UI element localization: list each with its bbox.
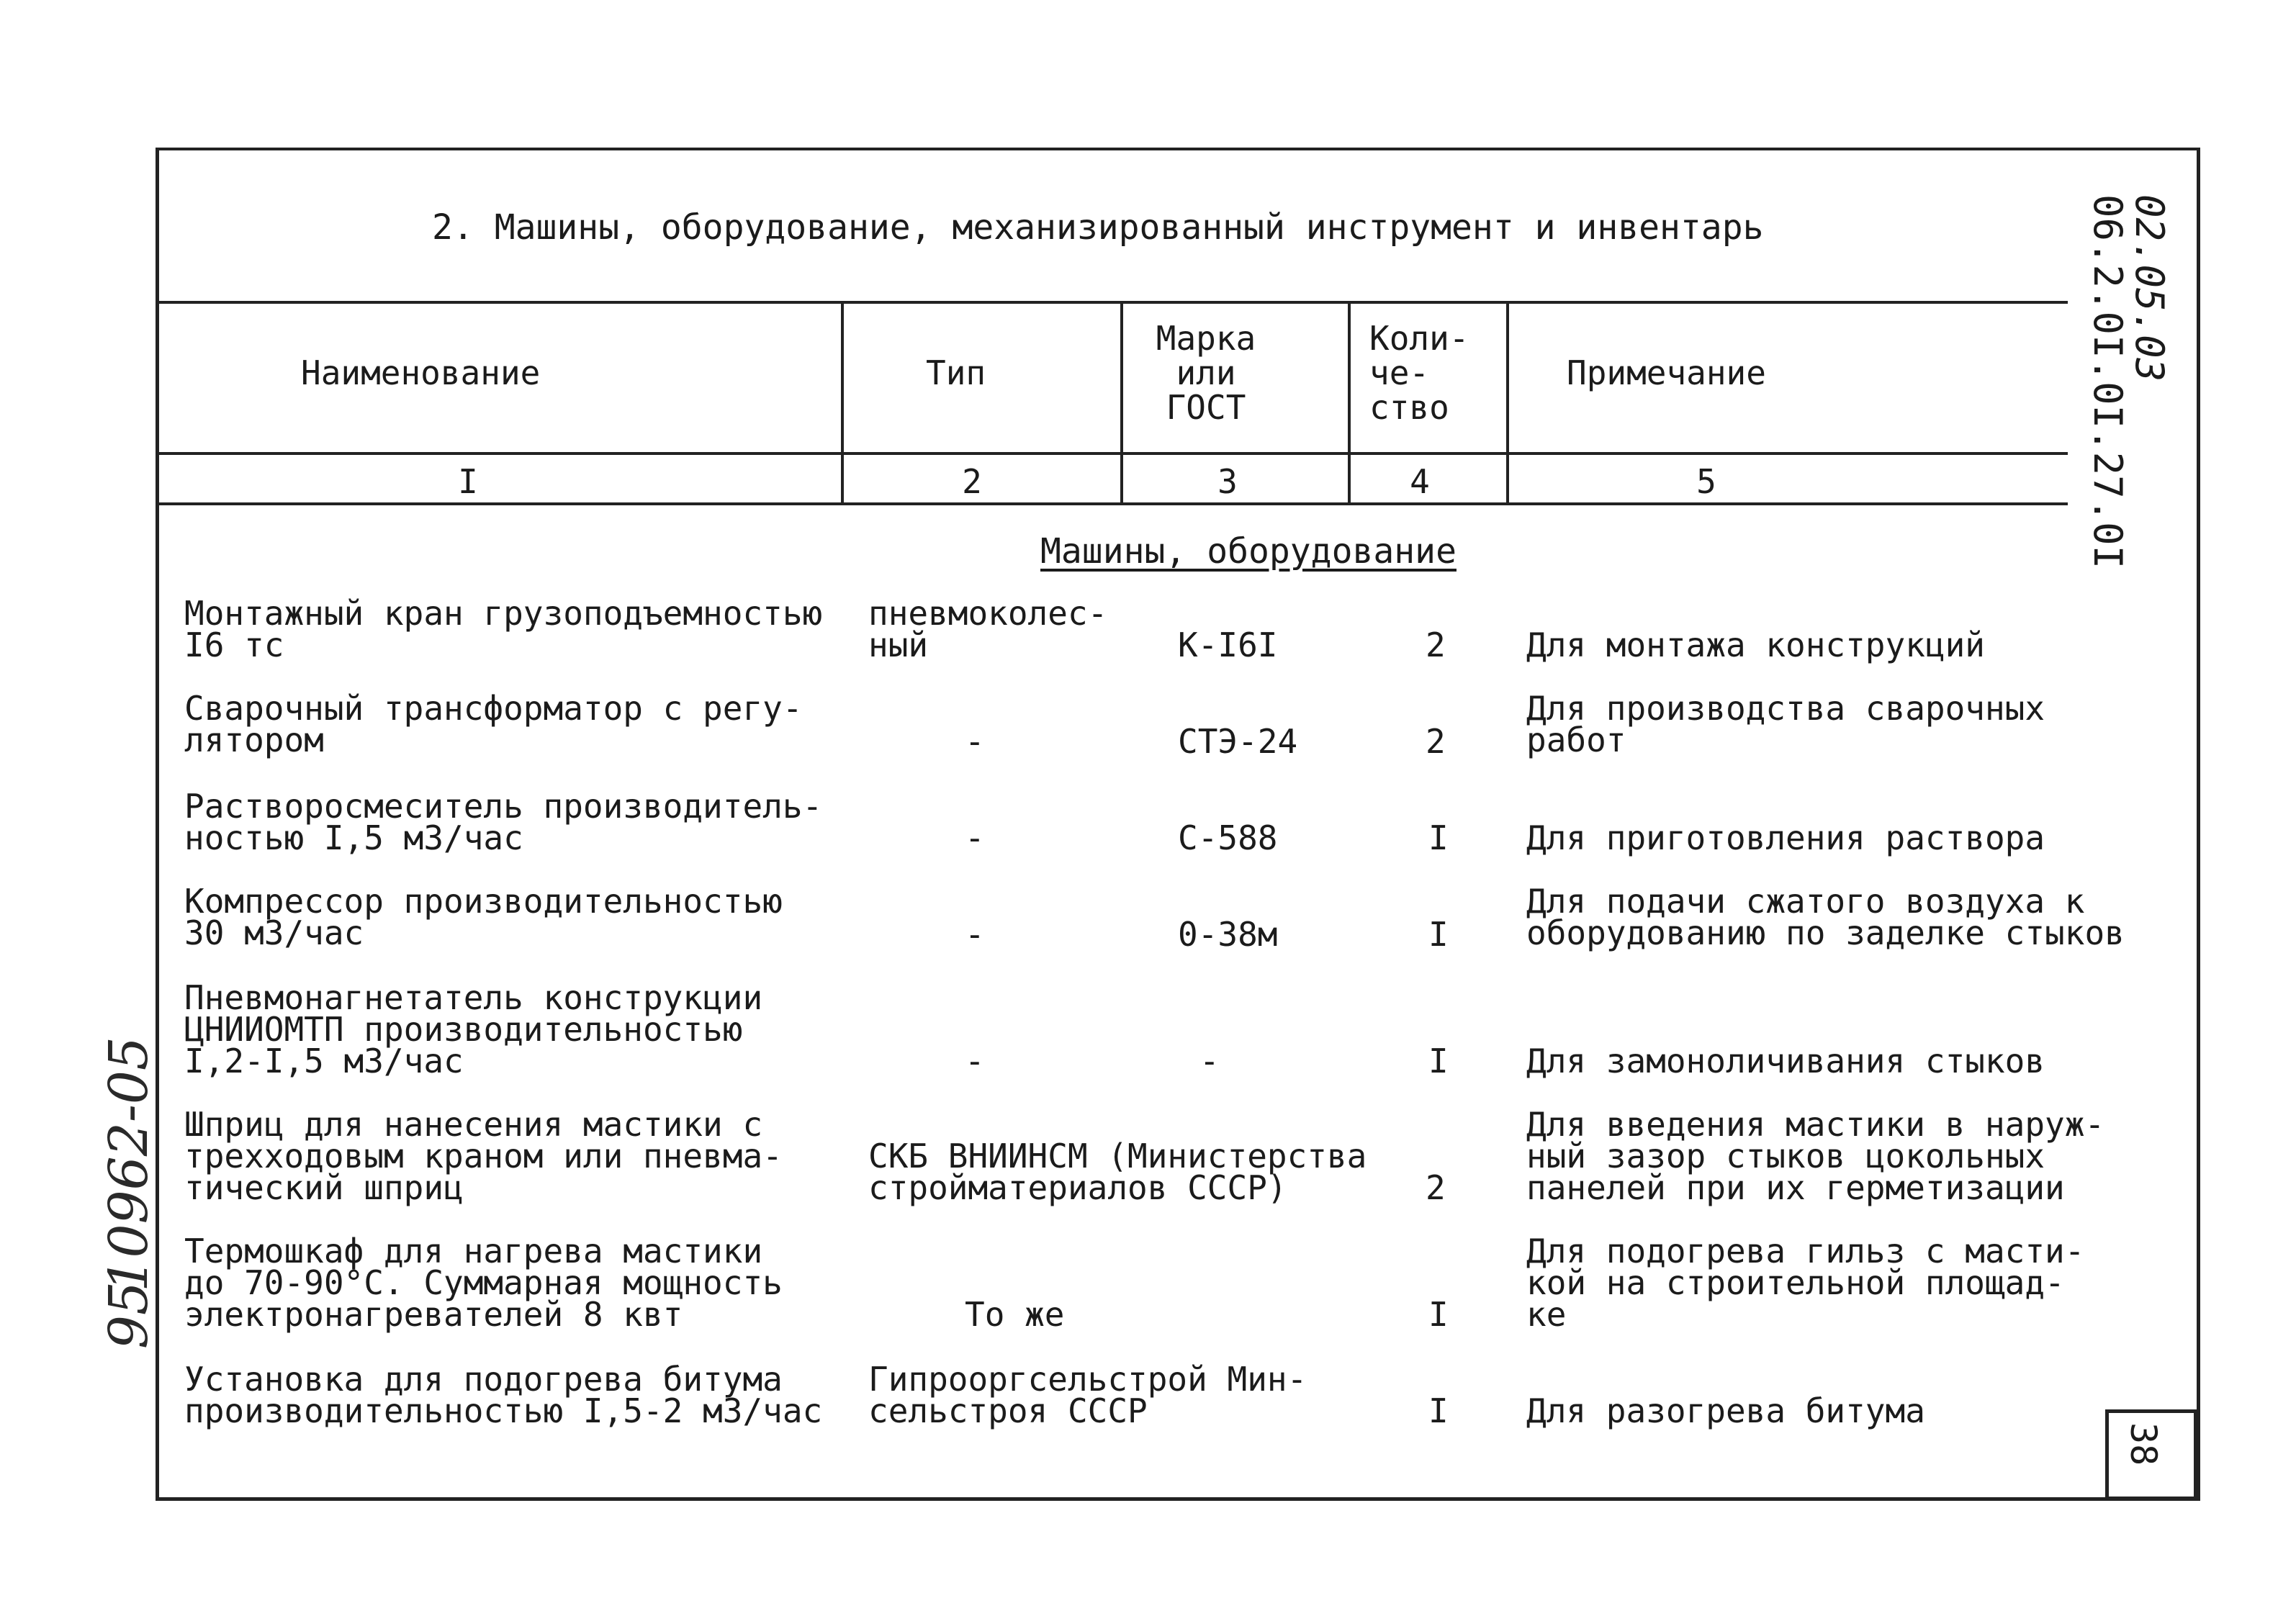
table-row-3-name: Растворосмеситель производитель- ностью I,5 м3/час: [184, 787, 823, 857]
table-row-2-name: Сварочный трансформатор с регу- лятором: [184, 689, 803, 759]
table-row-2-note: Для производства сварочных работ: [1526, 689, 2045, 759]
table-header-border: [158, 452, 2068, 455]
header-note: Примечание: [1567, 353, 1766, 392]
table-row-7-qty: I: [1428, 1295, 1449, 1334]
table-row-4-qty: I: [1428, 915, 1449, 954]
table-row-2-type: -: [965, 722, 985, 761]
header-mark: Марка или ГОСТ: [1156, 319, 1256, 427]
table-row-6-type: СКБ ВНИИНСМ (Министерства стройматериалов СССР): [868, 1137, 1367, 1207]
document-code-primary: 06.2.0I.0I.27.0I: [2085, 194, 2130, 569]
table-row-7-name: Термошкаф для нагрева мастики до 70-90°С. Суммарная мощность электронагревателей 8 квт: [184, 1232, 783, 1334]
table-row-1-qty: 2: [1426, 626, 1446, 664]
table-row-8-name: Установка для подогрева битума производительностью I,5-2 м3/час: [184, 1360, 823, 1430]
table-row-5-qty: I: [1428, 1042, 1449, 1080]
table-row-8-note: Для разогрева битума: [1526, 1391, 1925, 1430]
table-row-8-type: Гипрооргсельстрой Мин- сельстроя СССР: [868, 1360, 1307, 1430]
header-quantity: Коли- че- ство: [1369, 319, 1469, 427]
table-row-3-qty: I: [1428, 818, 1449, 857]
column-number-4: 4: [1410, 462, 1430, 501]
table-row-1-type: пневмоколес- ный: [868, 594, 1108, 664]
table-row-4-type: -: [965, 915, 985, 954]
table-row-1-mark: К-I6I: [1178, 626, 1278, 664]
table-row-2-mark: СТЭ-24: [1178, 722, 1298, 761]
column-number-2: 2: [962, 462, 982, 501]
table-row-3-note: Для приготовления раствора: [1526, 818, 2045, 857]
table-row-6-name: Шприц для нанесения мастики с трехходовым краном или пневма- тический шприц: [184, 1105, 783, 1207]
table-row-5-note: Для замоноличивания стыков: [1526, 1042, 2045, 1080]
table-row-1-name: Монтажный кран грузоподъемностью I6 тс: [184, 594, 823, 664]
table-row-8-qty: I: [1428, 1391, 1449, 1430]
table-row-3-type: -: [965, 818, 985, 857]
table-row-2-qty: 2: [1426, 722, 1446, 761]
header-name: Наименование: [301, 353, 541, 392]
table-row-4-mark: 0-38м: [1178, 915, 1278, 954]
table-row-5-type: -: [965, 1042, 985, 1080]
column-divider-4: [1506, 301, 1509, 505]
table-row-4-note: Для подачи сжатого воздуха к оборудованию по заделке стыков: [1526, 882, 2125, 952]
table-row-7-type: То же: [965, 1295, 1065, 1334]
table-top-border: [158, 301, 2068, 304]
column-divider-3: [1348, 301, 1351, 505]
table-row-5-name: Пневмонагнетатель конструкции ЦНИИОМТП производительностью I,2-I,5 м3/час: [184, 978, 763, 1080]
table-row-6-qty: 2: [1426, 1168, 1446, 1207]
column-number-5: 5: [1696, 462, 1716, 501]
table-row-5-mark: -: [1199, 1042, 1220, 1080]
table-row-3-mark: С-588: [1178, 818, 1278, 857]
header-type: Тип: [926, 353, 986, 392]
handwritten-reference: 10962-05: [98, 1037, 160, 1292]
section-title: Машины, оборудование: [1040, 531, 1457, 572]
handwritten-page-number: 95: [98, 1281, 160, 1350]
column-number-1: I: [458, 462, 478, 501]
table-number-border: [158, 502, 2068, 505]
document-title: 2. Машины, оборудование, механизированный инструмент и инвентарь: [432, 207, 1764, 248]
table-row-1-note: Для монтажа конструкций: [1526, 626, 1985, 664]
document-code-secondary: 02.05.03: [2127, 194, 2172, 382]
page-number: 38: [2122, 1422, 2164, 1466]
column-number-3: 3: [1217, 462, 1238, 501]
column-divider-1: [841, 301, 844, 505]
table-row-6-note: Для введения мастики в наруж- ный зазор стыков цокольных панелей при их герметизации: [1526, 1105, 2105, 1207]
table-row-4-name: Компрессор производительностью 30 м3/час: [184, 882, 783, 952]
table-row-7-note: Для подогрева гильз с масти- кой на строительной площад- ке: [1526, 1232, 2085, 1334]
